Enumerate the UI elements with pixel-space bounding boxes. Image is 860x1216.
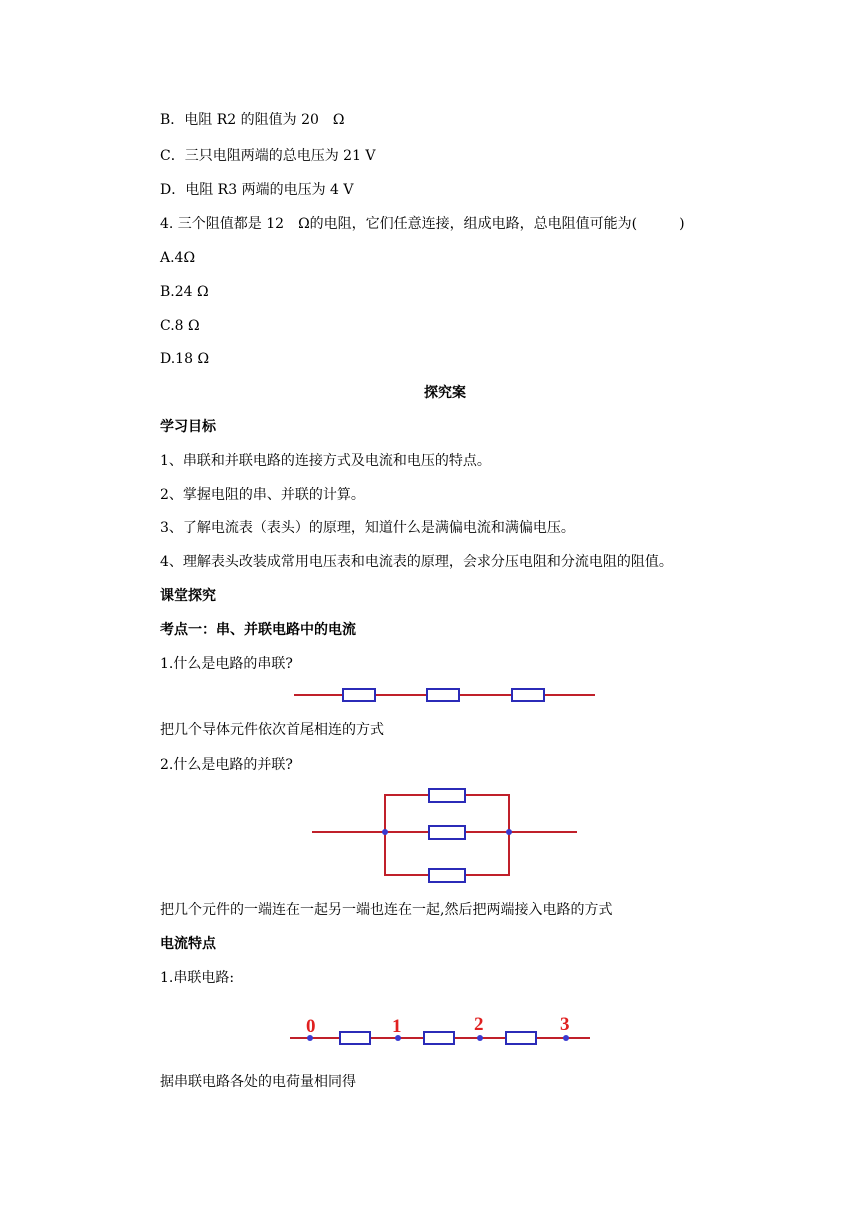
section-title: 探究案 [424, 385, 466, 401]
node-point [563, 1035, 569, 1041]
series-circuit-label: 1.串联电路: [160, 970, 235, 986]
parallel-answer: 把几个元件的一端连在一起另一端也连在一起,然后把两端接入电路的方式 [160, 902, 613, 918]
resistor [506, 1032, 536, 1044]
node-label: 1 [392, 1016, 402, 1037]
objective-1: 1、串联和并联电路的连接方式及电流和电压的特点。 [160, 453, 491, 469]
parallel-question: 2.什么是电路的并联? [160, 757, 293, 773]
objective-4: 4、理解表头改装成常用电压表和电流表的原理，会求分压电阻和分流电阻的阻值。 [160, 554, 673, 570]
series-answer: 把几个导体元件依次首尾相连的方式 [160, 722, 384, 738]
resistor [429, 826, 465, 839]
node-label: 2 [474, 1014, 484, 1035]
question-4-stem: 4. 三个阻值都是 12 Ω的电阻，它们任意连接，组成电路，总电阻值可能为( ) [160, 216, 685, 232]
q4-option-a: A.4Ω [160, 250, 196, 266]
node-point [477, 1035, 483, 1041]
objective-2: 2、掌握电阻的串、并联的计算。 [160, 487, 365, 503]
resistor [429, 789, 465, 802]
series-conclusion: 据串联电路各处的电荷量相同得 [160, 1074, 356, 1090]
resistor [343, 689, 375, 701]
series-circuit-diagram [292, 685, 602, 705]
option-c: C．三只电阻两端的总电压为 21 V [160, 148, 376, 164]
resistor [424, 1032, 454, 1044]
node-label: 0 [306, 1016, 316, 1037]
q4-option-d: D.18 Ω [160, 351, 210, 367]
classroom-heading: 课堂探究 [160, 588, 216, 604]
parallel-circuit-diagram [310, 783, 580, 883]
objective-3: 3、了解电流表（表头）的原理，知道什么是满偏电流和满偏电压。 [160, 520, 575, 536]
series-question: 1.什么是电路的串联? [160, 656, 293, 672]
q4-option-c: C.8 Ω [160, 318, 200, 334]
series-nodes-diagram [288, 1012, 598, 1052]
resistor [427, 689, 459, 701]
node-label: 3 [560, 1014, 570, 1035]
resistor [429, 869, 465, 882]
objectives-heading: 学习目标 [160, 419, 216, 435]
junction-node [506, 829, 512, 835]
current-characteristics-heading: 电流特点 [160, 936, 216, 952]
resistor [512, 689, 544, 701]
resistor [340, 1032, 370, 1044]
junction-node [382, 829, 388, 835]
option-d: D．电阻 R3 两端的电压为 4 V [160, 182, 354, 198]
q4-option-b: B.24 Ω [160, 284, 209, 300]
option-b: B．电阻 R2 的阻值为 20 Ω [160, 112, 345, 128]
topic-1-heading: 考点一：串、并联电路中的电流 [160, 622, 356, 638]
